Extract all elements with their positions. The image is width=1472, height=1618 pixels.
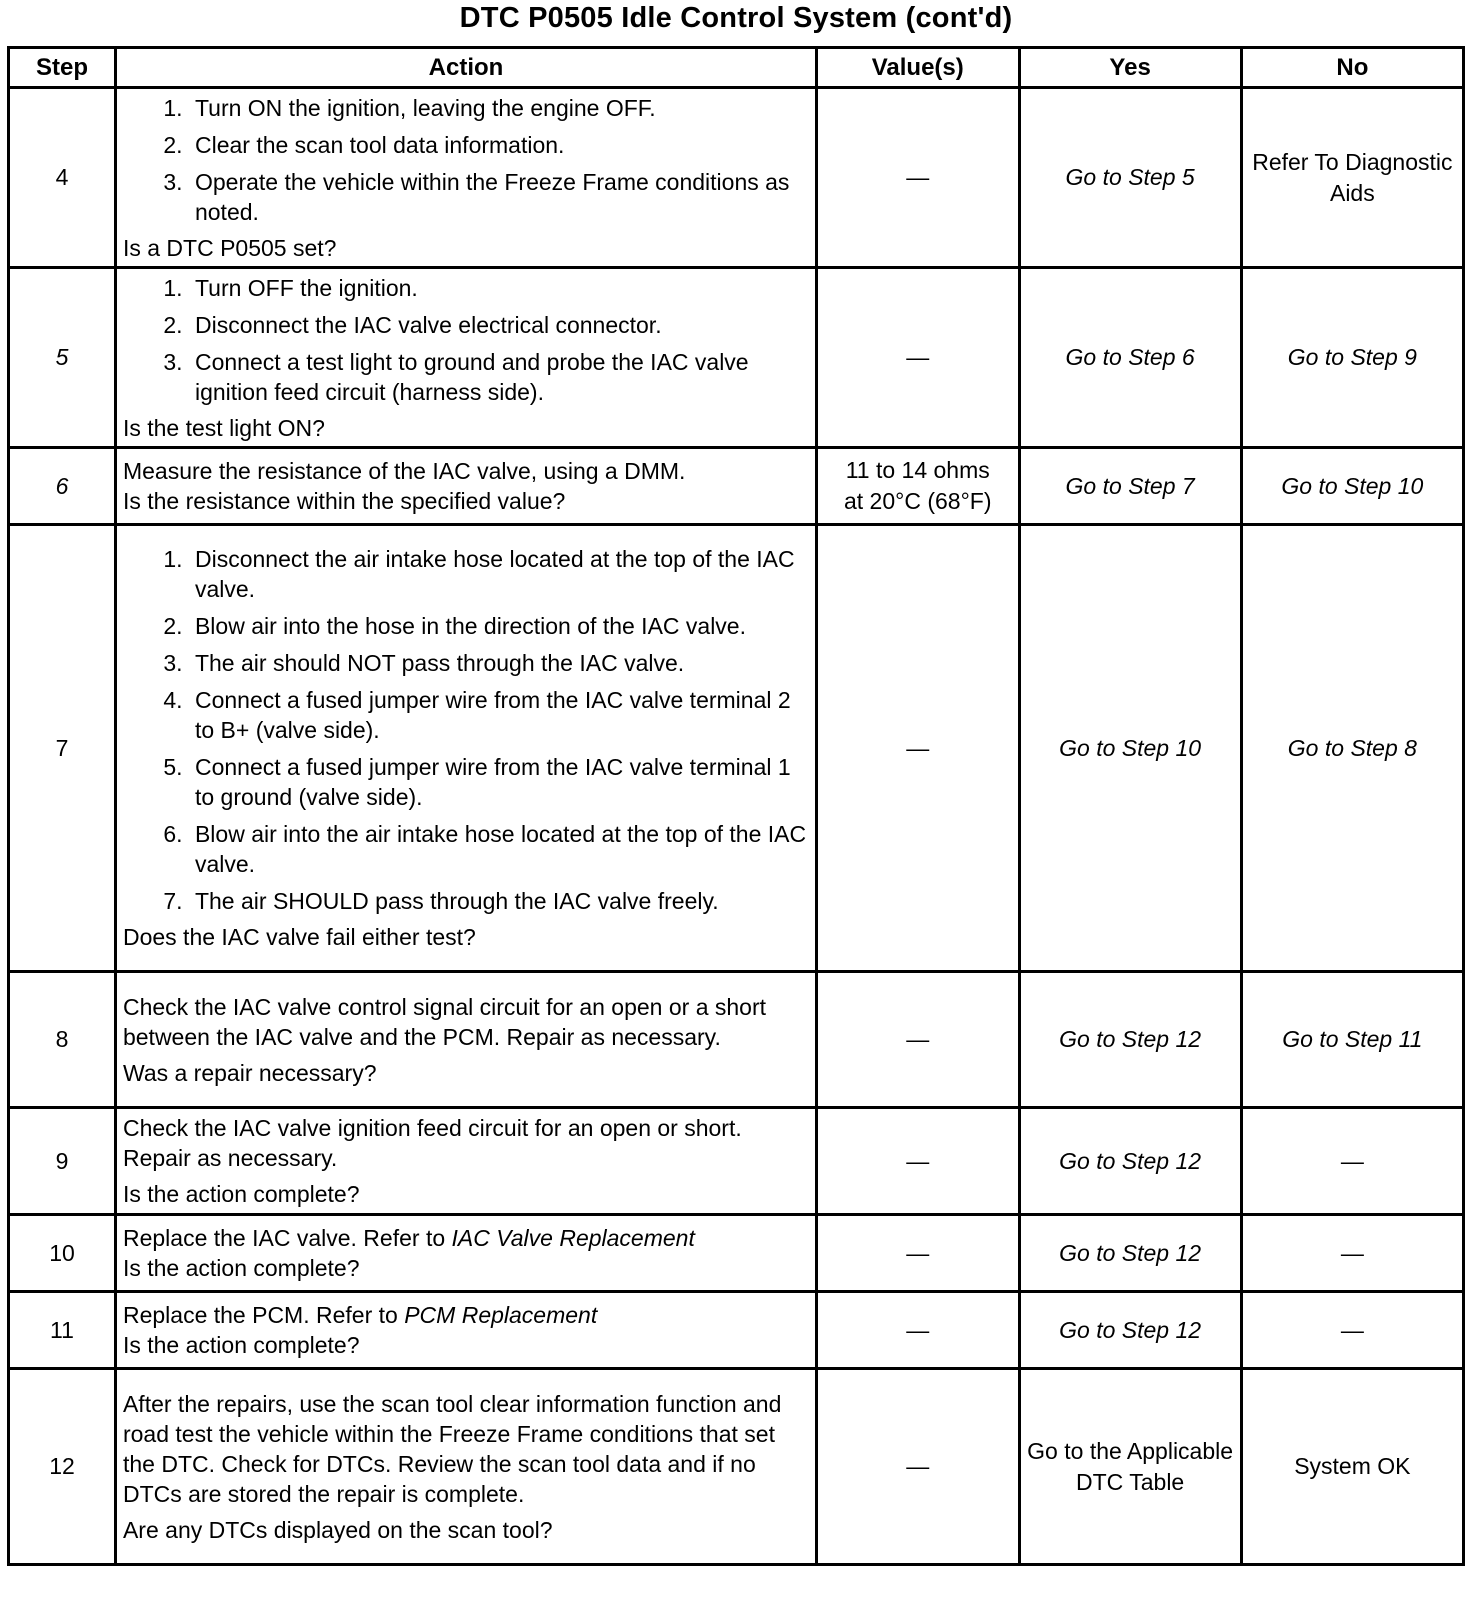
value-temperature: at 20°C (68°F)	[843, 488, 992, 514]
step-number: 4	[9, 88, 116, 268]
yes-cell: Go to Step 5	[1019, 88, 1241, 268]
values-cell: —	[816, 1369, 1019, 1565]
yes-cell: Go to Step 12	[1019, 1292, 1241, 1369]
table-row	[9, 268, 1464, 448]
action-text-lead: Replace the IAC valve. Refer to	[122, 1225, 446, 1251]
action-text	[123, 1223, 809, 1253]
reference-link[interactable]: IAC Valve Replacement	[451, 1225, 695, 1251]
yes-cell: Go to Step 10	[1019, 525, 1241, 972]
list-item: 4. Connect a fused jumper wire from the IAC valve terminal 2 to B+ (valve side).	[189, 685, 809, 745]
values-cell: —	[816, 1215, 1019, 1292]
no-cell: Refer To Diagnostic Aids	[1241, 88, 1463, 268]
list-item: 2. Blow air into the hose in the direction of the IAC valve.	[189, 611, 809, 641]
action-text: Check the IAC valve ignition feed circuit for an open or short. Repair as necessary.	[122, 1115, 742, 1171]
table-row	[9, 1369, 1464, 1565]
table-row	[9, 525, 1464, 972]
reference-link[interactable]: PCM Replacement	[404, 1302, 598, 1328]
header-action: Action	[115, 48, 816, 88]
action-question: Was a repair necessary?	[122, 1059, 377, 1086]
action-text: After the repairs, use the scan tool clear information function and road test the vehicle within the Freeze Frame conditions that set the DTC. Check for DTCs. Review the scan tool data and if no DTCs are stored the repair is complete.	[122, 1390, 782, 1507]
action-steps-list	[123, 273, 809, 407]
values-cell	[816, 448, 1019, 525]
no-cell: Go to Step 9	[1241, 268, 1463, 448]
table-row	[9, 1215, 1464, 1292]
no-cell: —	[1241, 1292, 1463, 1369]
action-cell	[115, 1292, 816, 1369]
step-number: 6	[9, 448, 116, 525]
no-cell: Go to Step 10	[1241, 448, 1463, 525]
values-cell: —	[816, 525, 1019, 972]
list-item: 7. The air SHOULD pass through the IAC valve freely.	[189, 886, 809, 916]
values-cell: —	[816, 1108, 1019, 1215]
action-text: Check the IAC valve control signal circuit for an open or a short between the IAC valve and the PCM. Repair as necessary.	[122, 993, 767, 1050]
no-cell: —	[1241, 1108, 1463, 1215]
header-no: No	[1241, 48, 1463, 88]
table-row	[9, 972, 1464, 1108]
list-item: 3. Connect a test light to ground and probe the IAC valve ignition feed circuit (harness side).	[189, 347, 809, 407]
action-steps-list	[123, 93, 809, 227]
diagnostic-table	[7, 46, 1465, 1566]
header-yes: Yes	[1019, 48, 1241, 88]
action-text: Measure the resistance of the IAC valve, using a DMM.	[122, 458, 686, 484]
action-text	[123, 1300, 809, 1330]
header-step: Step	[9, 48, 116, 88]
yes-cell: Go to Step 12	[1019, 1108, 1241, 1215]
action-question: Are any DTCs displayed on the scan tool?	[122, 1516, 553, 1543]
table-row	[9, 1292, 1464, 1369]
list-item: 1. Turn ON the ignition, leaving the engine OFF.	[189, 93, 809, 123]
no-cell: Go to Step 11	[1241, 972, 1463, 1108]
action-question: Is the action complete?	[122, 1332, 360, 1358]
list-item: 1. Turn OFF the ignition.	[189, 273, 809, 303]
action-cell	[115, 972, 816, 1108]
step-number: 5	[9, 268, 116, 448]
action-cell	[115, 1108, 816, 1215]
table-row	[9, 448, 1464, 525]
table-row	[9, 88, 1464, 268]
list-item: 1. Disconnect the air intake hose located at the top of the IAC valve.	[189, 544, 809, 604]
table-header-row	[9, 48, 1464, 88]
values-cell: —	[816, 88, 1019, 268]
step-number: 8	[9, 972, 116, 1108]
step-number: 11	[9, 1292, 116, 1369]
action-cell	[115, 525, 816, 972]
yes-cell: Go to Step 12	[1019, 972, 1241, 1108]
action-steps-list	[123, 544, 809, 916]
step-number: 12	[9, 1369, 116, 1565]
page-title: DTC P0505 Idle Control System (cont'd)	[459, 2, 1013, 34]
yes-cell: Go to Step 6	[1019, 268, 1241, 448]
action-question: Is a DTC P0505 set?	[122, 234, 337, 261]
action-question: Is the resistance within the specified value?	[122, 488, 566, 514]
step-number: 9	[9, 1108, 116, 1215]
values-cell: —	[816, 1292, 1019, 1369]
no-cell: System OK	[1241, 1369, 1463, 1565]
header-values: Value(s)	[816, 48, 1019, 88]
list-item: 2. Clear the scan tool data information.	[189, 130, 809, 160]
step-number: 7	[9, 525, 116, 972]
action-text-lead: Replace the PCM. Refer to	[122, 1302, 398, 1328]
action-cell	[115, 448, 816, 525]
action-cell	[115, 88, 816, 268]
list-item: 6. Blow air into the air intake hose located at the top of the IAC valve.	[189, 819, 809, 879]
action-cell	[115, 1369, 816, 1565]
action-cell	[115, 1215, 816, 1292]
action-question: Does the IAC valve fail either test?	[122, 924, 476, 950]
yes-cell: Go to Step 12	[1019, 1215, 1241, 1292]
table-row	[9, 1108, 1464, 1215]
values-cell: —	[816, 972, 1019, 1108]
list-item: 3. Operate the vehicle within the Freeze Frame conditions as noted.	[189, 167, 809, 227]
no-cell: —	[1241, 1215, 1463, 1292]
action-question: Is the test light ON?	[122, 414, 325, 441]
yes-cell: Go to the Applicable DTC Table	[1019, 1369, 1241, 1565]
action-cell	[115, 268, 816, 448]
value-range: 11 to 14 ohms	[845, 457, 990, 483]
list-item: 2. Disconnect the IAC valve electrical connector.	[189, 310, 809, 340]
action-question: Is the action complete?	[122, 1255, 360, 1281]
action-question: Is the action complete?	[122, 1181, 360, 1207]
list-item: 5. Connect a fused jumper wire from the IAC valve terminal 1 to ground (valve side).	[189, 752, 809, 812]
no-cell: Go to Step 8	[1241, 525, 1463, 972]
list-item: 3. The air should NOT pass through the IAC valve.	[189, 648, 809, 678]
yes-cell: Go to Step 7	[1019, 448, 1241, 525]
values-cell: —	[816, 268, 1019, 448]
step-number: 10	[9, 1215, 116, 1292]
